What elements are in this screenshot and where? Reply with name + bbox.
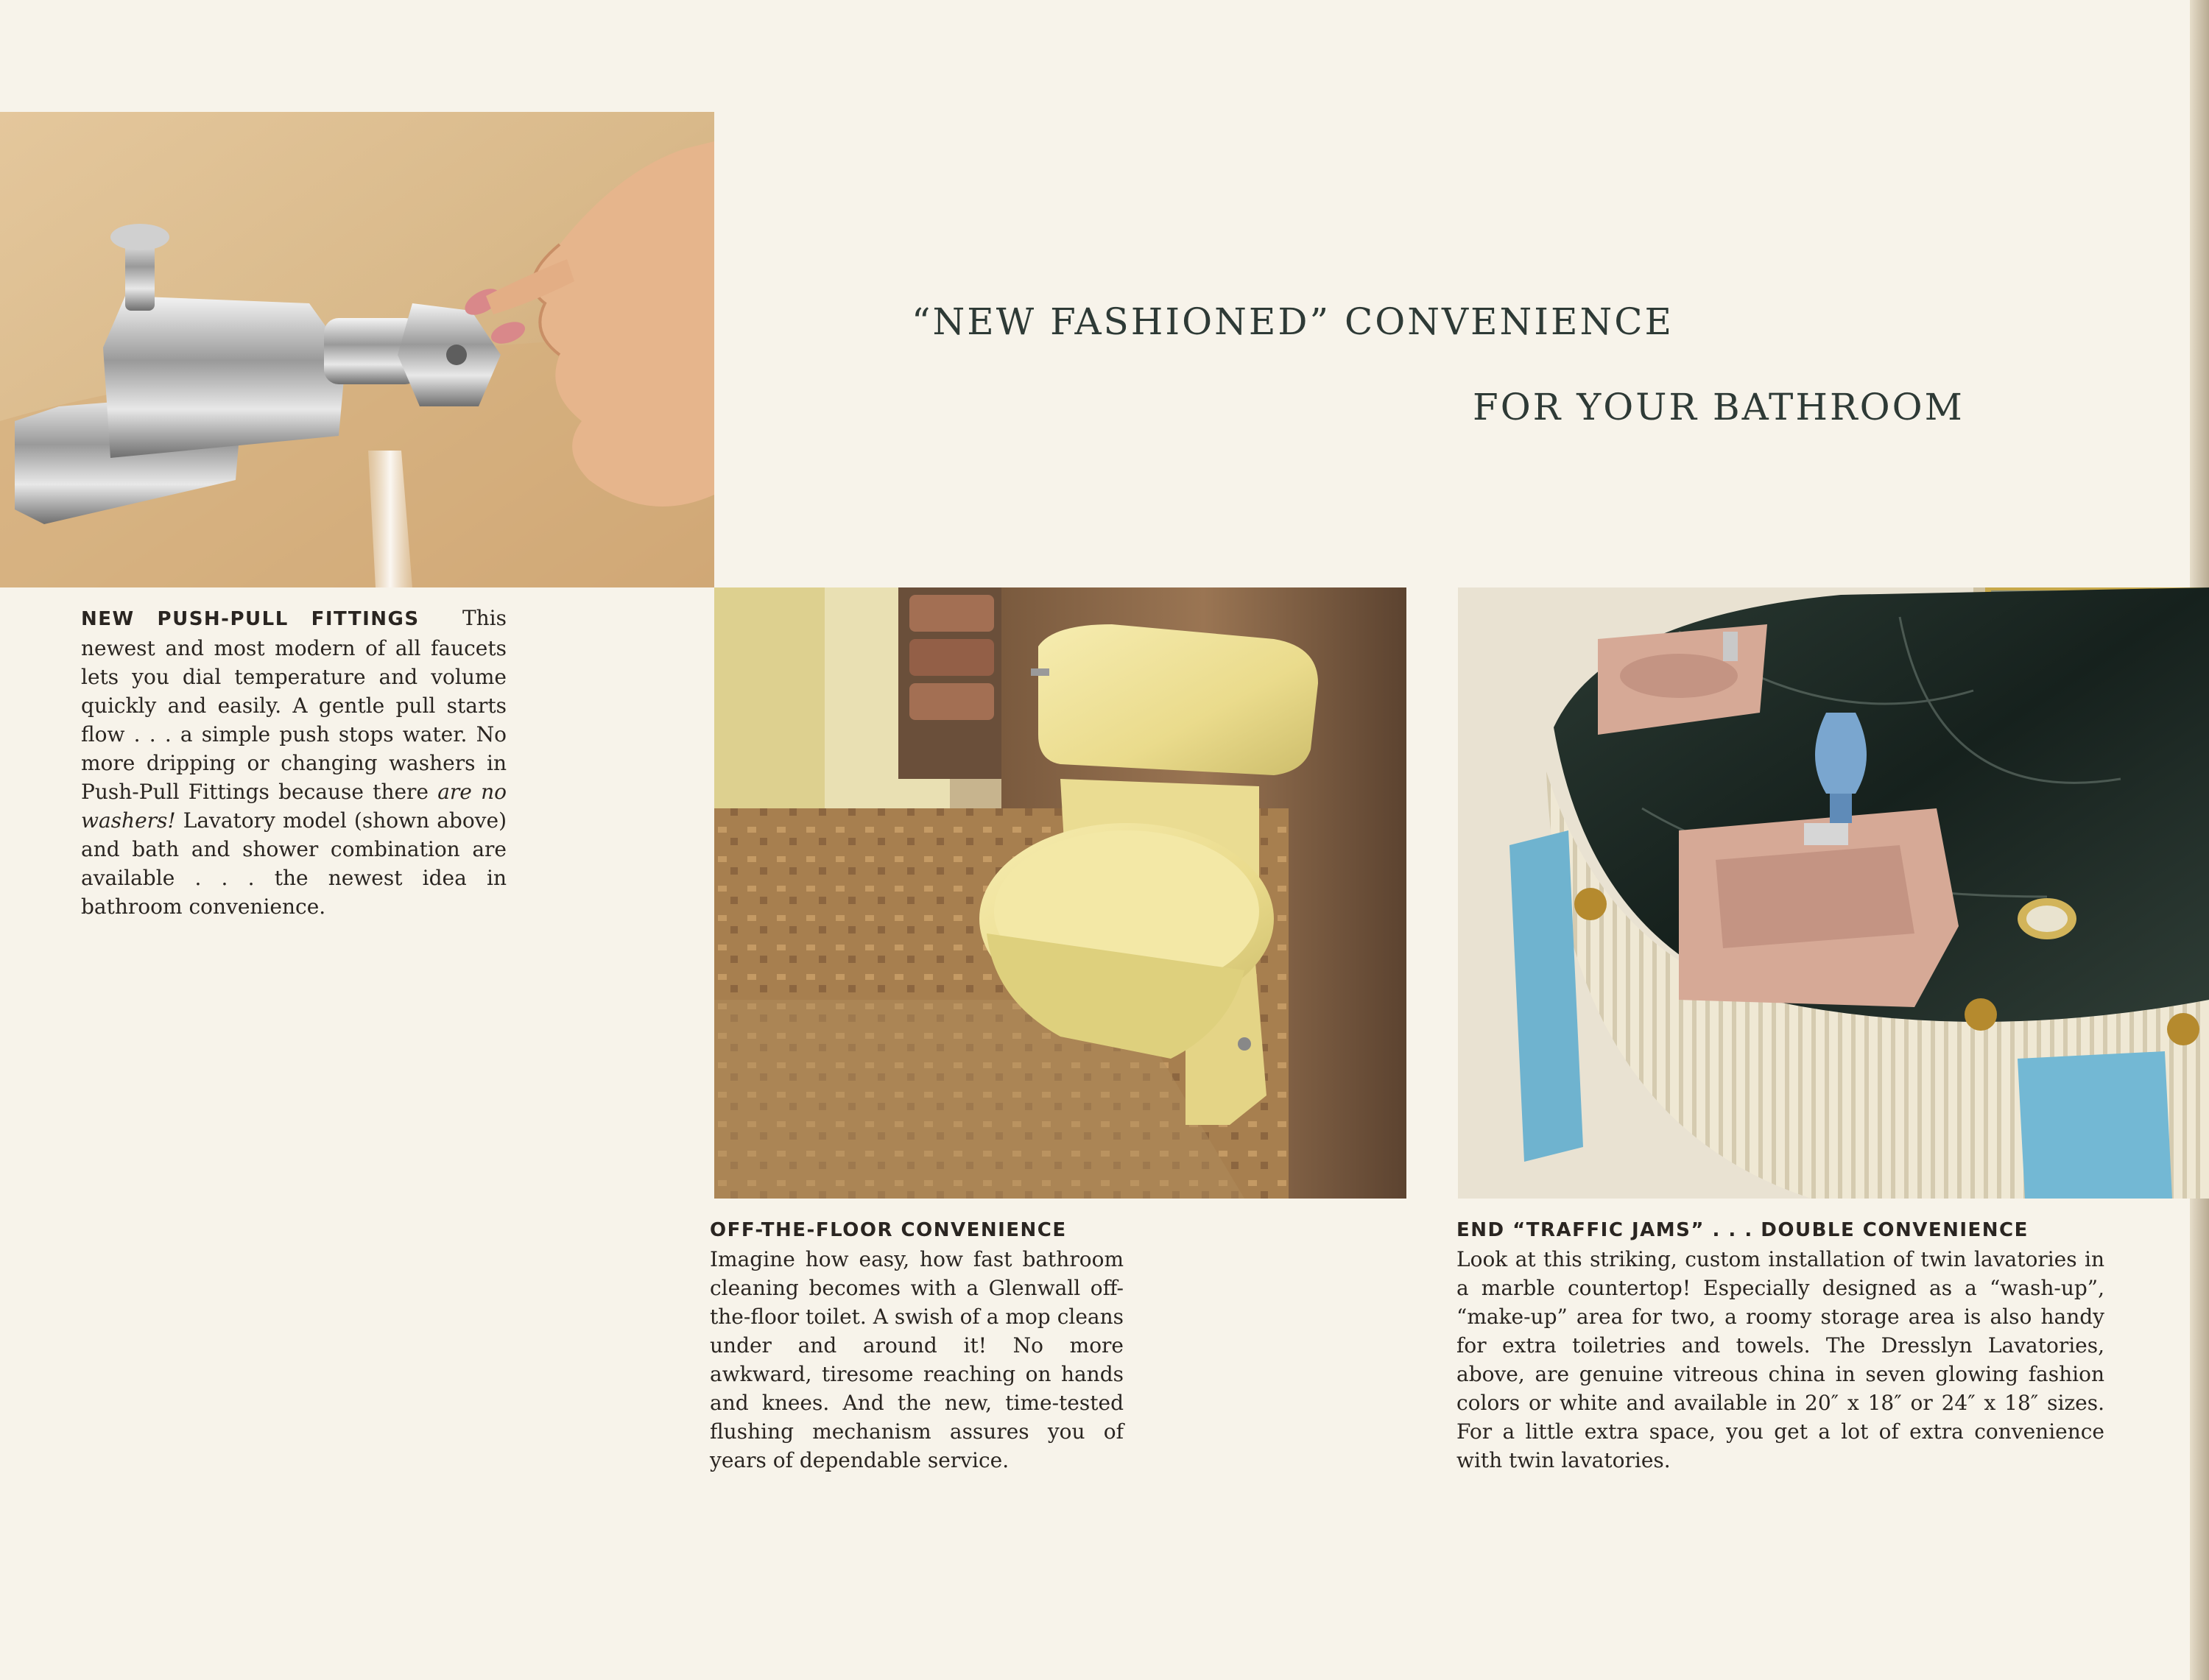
fittings-caption [81,604,507,921]
page-title-line2: FOR YOUR BATHROOM [1473,386,1965,428]
vanity-photo [1458,587,2209,1199]
toilet-caption [710,1216,1124,1475]
toilet-photo [714,587,1406,1199]
fittings-body-start: This newest and most modern of all faucets lets you dial temperature and volume quickly and easily. A gentle pull starts flow . . . a simple push stops water. No more dripping or changing washers in Push-Pull Fittings because there [81,606,507,804]
toilet-body: Imagine how easy, how fast bathroom cleaning becomes with a Glenwall off-the-floor toilet. A swish of a mop cleans under and around it! No more awkward, tiresome reaching on hands and knees. And the new, time-tested flushing mechanism assures you of years of dependable service. [710,1247,1124,1472]
fittings-body-end: Lavatory model (shown above) and bath and shower combination are available . . . the newest idea in bathroom convenience. [81,808,507,919]
vanity-heading: END “TRAFFIC JAMS” . . . DOUBLE CONVENIENCE [1456,1219,2029,1241]
vanity-body: Look at this striking, custom installation of twin lavatories in a marble countertop! Especially designed as a “wash-up”, “make-up” area for two, a roomy storage area is also handy for extra toiletries and towels. The Dresslyn Lavatories, above, are genuine vitreous china in seven glowing fashion colors or white and available in 20″ x 18″ or 24″ x 18″ sizes. For a little extra space, you get a lot of extra convenience with twin lavatories. [1456,1247,2104,1472]
faucet-photo [0,112,714,587]
fittings-heading: NEW PUSH-PULL FITTINGS [81,608,420,630]
fittings-body-italic: are no washers! [81,780,507,833]
vanity-caption [1456,1216,2104,1475]
page-title-line1: “NEW FASHIONED” CONVENIENCE [912,300,1674,343]
toilet-heading: OFF-THE-FLOOR CONVENIENCE [710,1219,1067,1241]
